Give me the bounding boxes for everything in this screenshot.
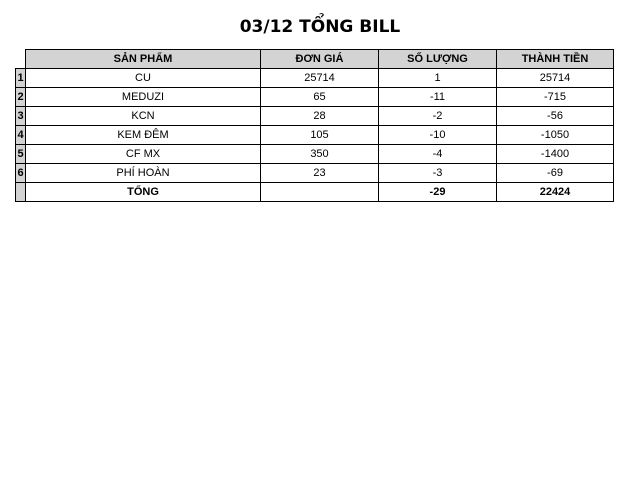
bill-table [15,49,614,202]
total-label: TỔNG [26,183,261,202]
header-qty: SỐ LƯỢNG [379,50,497,69]
total-price [261,183,379,202]
cell-price: 25714 [261,69,379,88]
cell-qty: -11 [379,88,497,107]
row-index: 6 [16,164,26,183]
cell-qty: 1 [379,69,497,88]
page-title: 03/12 TỔNG BILL [239,17,401,37]
cell-product: PHÍ HOÀN [26,164,261,183]
cell-amount: -56 [497,107,614,126]
header-product: SẢN PHẨM [26,50,261,69]
cell-amount: -1050 [497,126,614,145]
row-index: 3 [16,107,26,126]
table-row [16,164,614,183]
row-index: 4 [16,126,26,145]
cell-qty: -2 [379,107,497,126]
header-corner [16,50,26,69]
header-amount: THÀNH TIỀN [497,50,614,69]
cell-price: 28 [261,107,379,126]
cell-product: CU [26,69,261,88]
cell-price: 350 [261,145,379,164]
table-row [16,69,614,88]
cell-price: 105 [261,126,379,145]
cell-amount: -715 [497,88,614,107]
cell-amount: -69 [497,164,614,183]
cell-qty: -3 [379,164,497,183]
row-index: 5 [16,145,26,164]
cell-product: KEM ĐÊM [26,126,261,145]
table-row [16,107,614,126]
total-qty: -29 [379,183,497,202]
table-row [16,126,614,145]
table-row [16,88,614,107]
cell-product: KCN [26,107,261,126]
cell-qty: -4 [379,145,497,164]
total-row [16,183,614,202]
header-price: ĐƠN GIÁ [261,50,379,69]
row-index: 2 [16,88,26,107]
cell-product: MEDUZI [26,88,261,107]
total-amount: 22424 [497,183,614,202]
cell-price: 65 [261,88,379,107]
cell-qty: -10 [379,126,497,145]
cell-amount: -1400 [497,145,614,164]
table-row [16,145,614,164]
cell-price: 23 [261,164,379,183]
cell-amount: 25714 [497,69,614,88]
row-index: 1 [16,69,26,88]
header-row [16,50,614,69]
cell-product: CF MX [26,145,261,164]
row-index-blank [16,183,26,202]
